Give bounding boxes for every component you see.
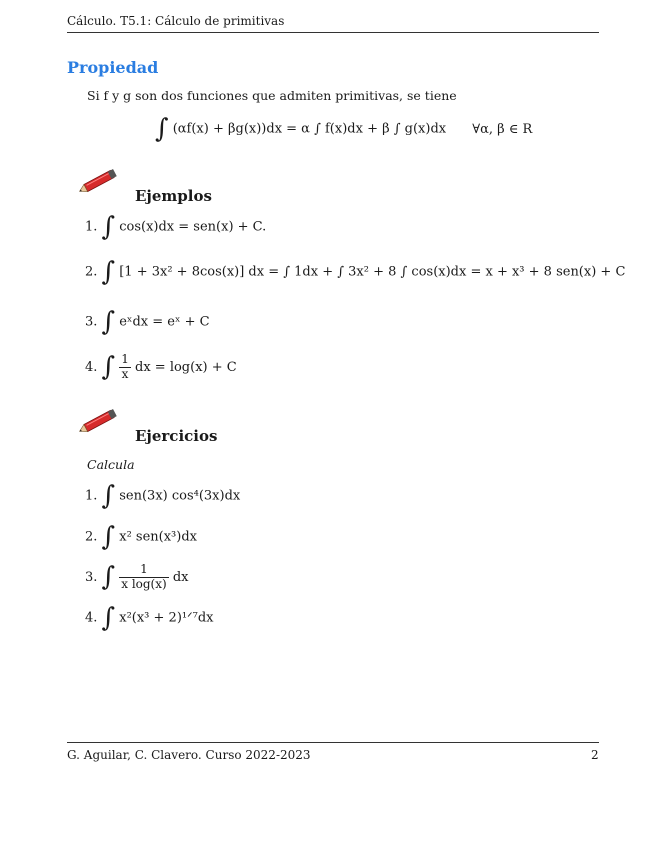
exercise-expression: sen(3x) cos⁴(3x)dx — [119, 488, 241, 504]
example-2 — [85, 259, 625, 285]
exercise-expression: x² sen(x³)dx — [119, 529, 197, 545]
integral-symbol: ∫ — [101, 212, 116, 242]
example-expression: eˣdx = eˣ + C — [119, 314, 210, 330]
integral-symbol: ∫ — [101, 562, 116, 593]
example-number: 1. — [85, 219, 98, 235]
exercises-prompt: Calcula — [87, 457, 135, 472]
fraction-denominator: x log(x) — [121, 576, 167, 591]
integral-symbol: ∫ — [155, 114, 169, 144]
property-quantifier: ∀α, β ∈ R — [472, 121, 533, 137]
integral-symbol: ∫ — [101, 307, 116, 337]
exercise-number: 3. — [85, 569, 98, 585]
exercise-1 — [85, 483, 240, 509]
integral-symbol: ∫ — [101, 481, 116, 511]
fraction — [119, 353, 131, 382]
example-expression: [1 + 3x² + 8cos(x)] dx = ∫ 1dx + ∫ 3x² + 8 ∫ cos(x)dx = x + x³ + 8 sen(x) + C — [119, 264, 626, 280]
exercise-2 — [85, 524, 197, 550]
integral-symbol: ∫ — [101, 522, 116, 552]
exercise-number: 2. — [85, 529, 98, 545]
example-number: 3. — [85, 314, 98, 330]
example-expression: cos(x)dx = sen(x) + C. — [119, 219, 267, 235]
fraction-denominator: x — [121, 366, 129, 381]
property-formula — [155, 116, 532, 142]
example-expression: dx = log(x) + C — [135, 359, 237, 375]
pencil-icon — [76, 166, 122, 200]
running-header: Cálculo. T5.1: Cálculo de primitivas — [67, 14, 285, 28]
footer-rule — [67, 742, 599, 743]
examples-title: Ejemplos — [135, 187, 212, 205]
integral-symbol: ∫ — [101, 603, 116, 633]
integral-symbol: ∫ — [101, 257, 116, 287]
footer-authors: G. Aguilar, C. Clavero. Curso 2022-2023 — [67, 748, 311, 762]
example-number: 2. — [85, 264, 98, 280]
example-number: 4. — [85, 359, 98, 375]
exercise-expression: x²(x³ + 2)¹ᐟ⁷dx — [119, 610, 214, 626]
exercise-number: 1. — [85, 488, 98, 504]
exercises-title: Ejercicios — [135, 427, 218, 445]
property-title: Propiedad — [67, 58, 159, 77]
fraction — [119, 563, 168, 592]
example-3 — [85, 309, 210, 335]
exercise-expression: dx — [172, 569, 189, 585]
property-intro: Si f y g son dos funciones que admiten primitivas, se tiene — [87, 88, 457, 103]
example-4 — [85, 353, 237, 382]
fraction-numerator: 1 — [119, 563, 168, 578]
exercise-4 — [85, 605, 213, 631]
property-formula-text: (αf(x) + βg(x))dx = α ∫ f(x)dx + β ∫ g(x)dx — [172, 121, 447, 137]
fraction-numerator: 1 — [121, 352, 129, 366]
header-rule — [67, 32, 599, 33]
exercise-3 — [85, 563, 189, 592]
page-number: 2 — [591, 748, 599, 762]
pencil-icon — [76, 406, 122, 440]
integral-symbol: ∫ — [101, 352, 116, 383]
exercise-number: 4. — [85, 610, 98, 626]
example-1 — [85, 214, 266, 240]
